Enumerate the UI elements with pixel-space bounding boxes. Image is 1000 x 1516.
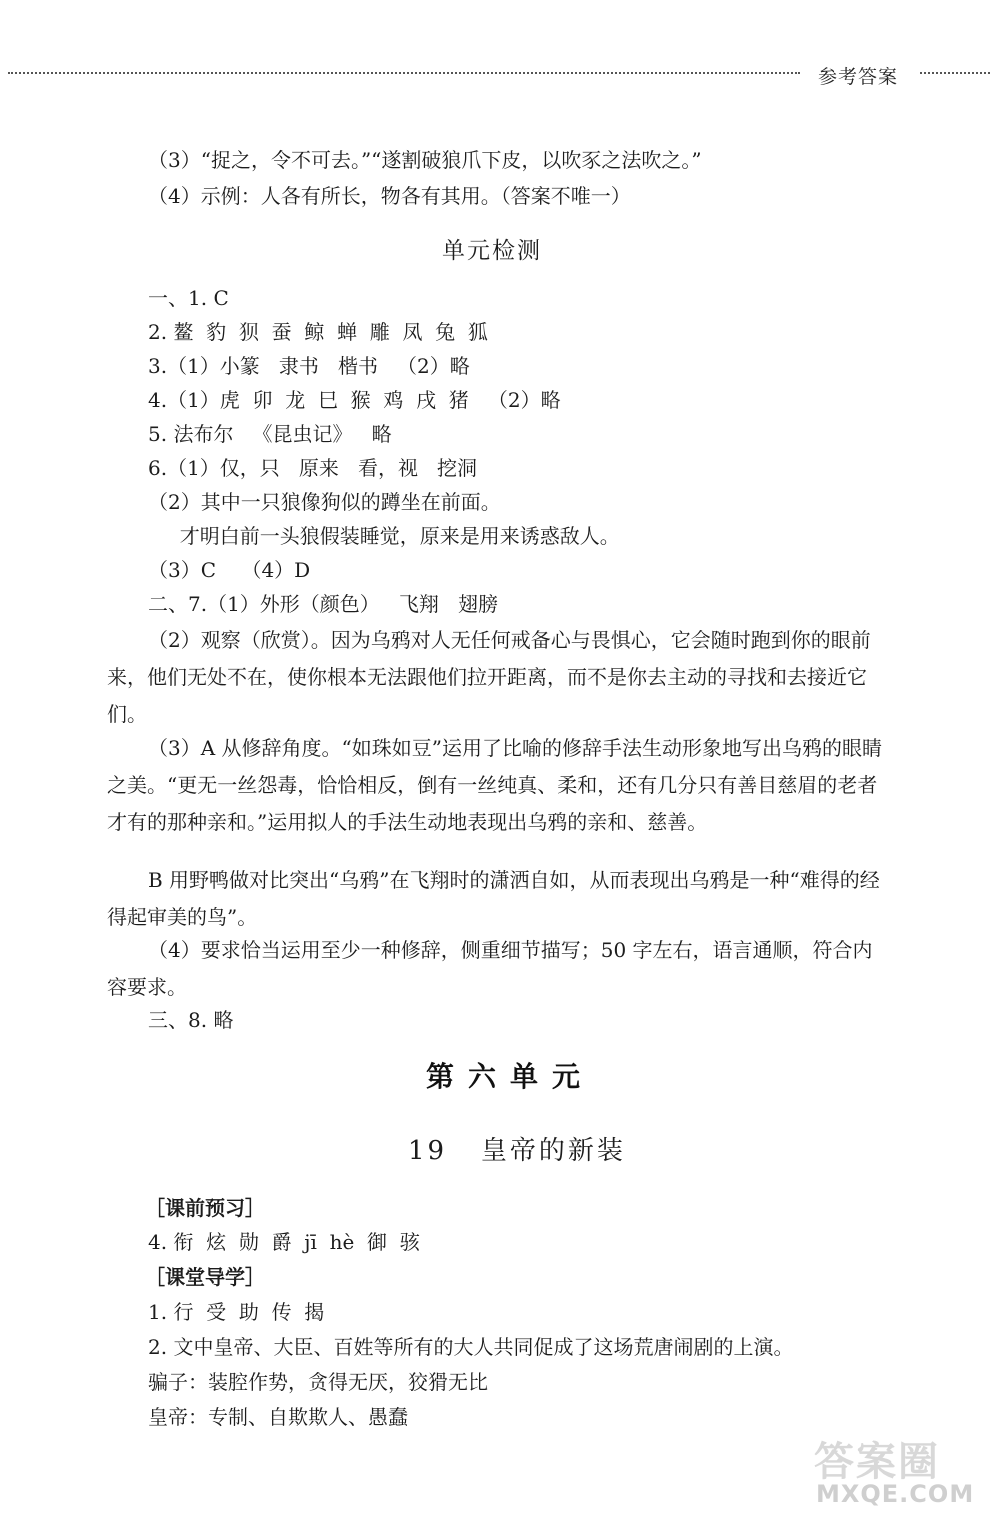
header-dotted-rule-right — [920, 72, 990, 74]
unit-six-title: 第六单元 — [426, 1060, 595, 1093]
answer-line: 3.（1）小篆 隶书 楷书 （2）略 — [148, 354, 470, 378]
answer-paragraph: （3）A 从修辞角度。“如珠如豆”运用了比喻的修辞手法生动形象地写出乌鸦的眼睛之美。“更无一丝怨毒，恰恰相反，倒有一丝纯真、柔和，还有几分只有善目慈眉的老者才有的那种亲和。”运用拟人的手法生动地表现出乌鸦的亲和、慈善。 — [107, 736, 882, 834]
answer-line: （3）C （4）D — [148, 558, 311, 582]
unit-test-title: 单元检测 — [442, 238, 542, 264]
header-title: 参考答案 — [818, 66, 899, 88]
answer-line: （2）其中一只狼像狗似的蹲坐在前面。 — [148, 490, 501, 514]
preview-line: 4. 衔 炫 勋 爵 jī hè 御 骇 — [148, 1230, 420, 1254]
guide-line: 2. 文中皇帝、大臣、百姓等所有的大人共同促成了这场荒唐闹剧的上演。 — [148, 1335, 794, 1359]
lesson-title: 19 皇帝的新装 — [408, 1136, 626, 1166]
guide-line: 骗子：装腔作势，贪得无厌，狡猾无比 — [148, 1370, 488, 1394]
page-header — [0, 62, 1000, 86]
answer-line: 二、7.（1）外形（颜色） 飞翔 翅膀 — [148, 592, 498, 616]
header-dotted-rule-left — [8, 72, 800, 74]
preview-section-label: ［课前预习］ — [145, 1196, 265, 1220]
answer-line: （4）示例：人各有所长，物各有其用。（答案不唯一） — [148, 184, 631, 208]
answer-line: 6.（1）仅，只 原来 看，视 挖洞 — [148, 456, 478, 480]
guide-section-label: ［课堂导学］ — [145, 1265, 265, 1289]
guide-line: 1. 行 受 助 传 揭 — [148, 1300, 325, 1324]
answer-line: 才明白前一头狼假装睡觉，原来是用来诱惑敌人。 — [148, 524, 620, 548]
answer-line: 2. 鳌 豹 狈 蚕 鲸 蝉 雕 凤 兔 狐 — [148, 320, 488, 344]
answer-line: （3）“捉之，令不可去。”“遂割破狼爪下皮，以吹豕之法吹之。” — [148, 148, 702, 172]
answer-line: 一、1. C — [148, 286, 229, 310]
answer-paragraph: （4）要求恰当运用至少一种修辞，侧重细节描写；50 字左右，语言通顺，符合内容要求。 — [107, 938, 873, 999]
guide-line: 皇帝：专制、自欺欺人、愚蠢 — [148, 1405, 408, 1429]
answer-paragraph: B 用野鸭做对比突出“乌鸦”在飞翔时的潇洒自如，从而表现出乌鸦是一种“难得的经得起审美的鸟”。 — [107, 868, 880, 929]
answer-line: 三、8. 略 — [148, 1008, 234, 1032]
watermark-logo-text: 答案圈 — [814, 1439, 940, 1485]
answer-line: 5. 法布尔 《昆虫记》 略 — [148, 422, 392, 446]
answer-line: 4.（1）虎 卯 龙 巳 猴 鸡 戌 猪 （2）略 — [148, 388, 561, 412]
answer-paragraph: （2）观察（欣赏）。因为乌鸦对人无任何戒备心与畏惧心，它会随时跑到你的眼前来，他们无处不在，使你根本无法跟他们拉开距离，而不是你去主动的寻找和去接近它们。 — [107, 628, 871, 726]
watermark-url-text: MXQE.COM — [816, 1480, 975, 1508]
site-watermark — [810, 1430, 995, 1510]
